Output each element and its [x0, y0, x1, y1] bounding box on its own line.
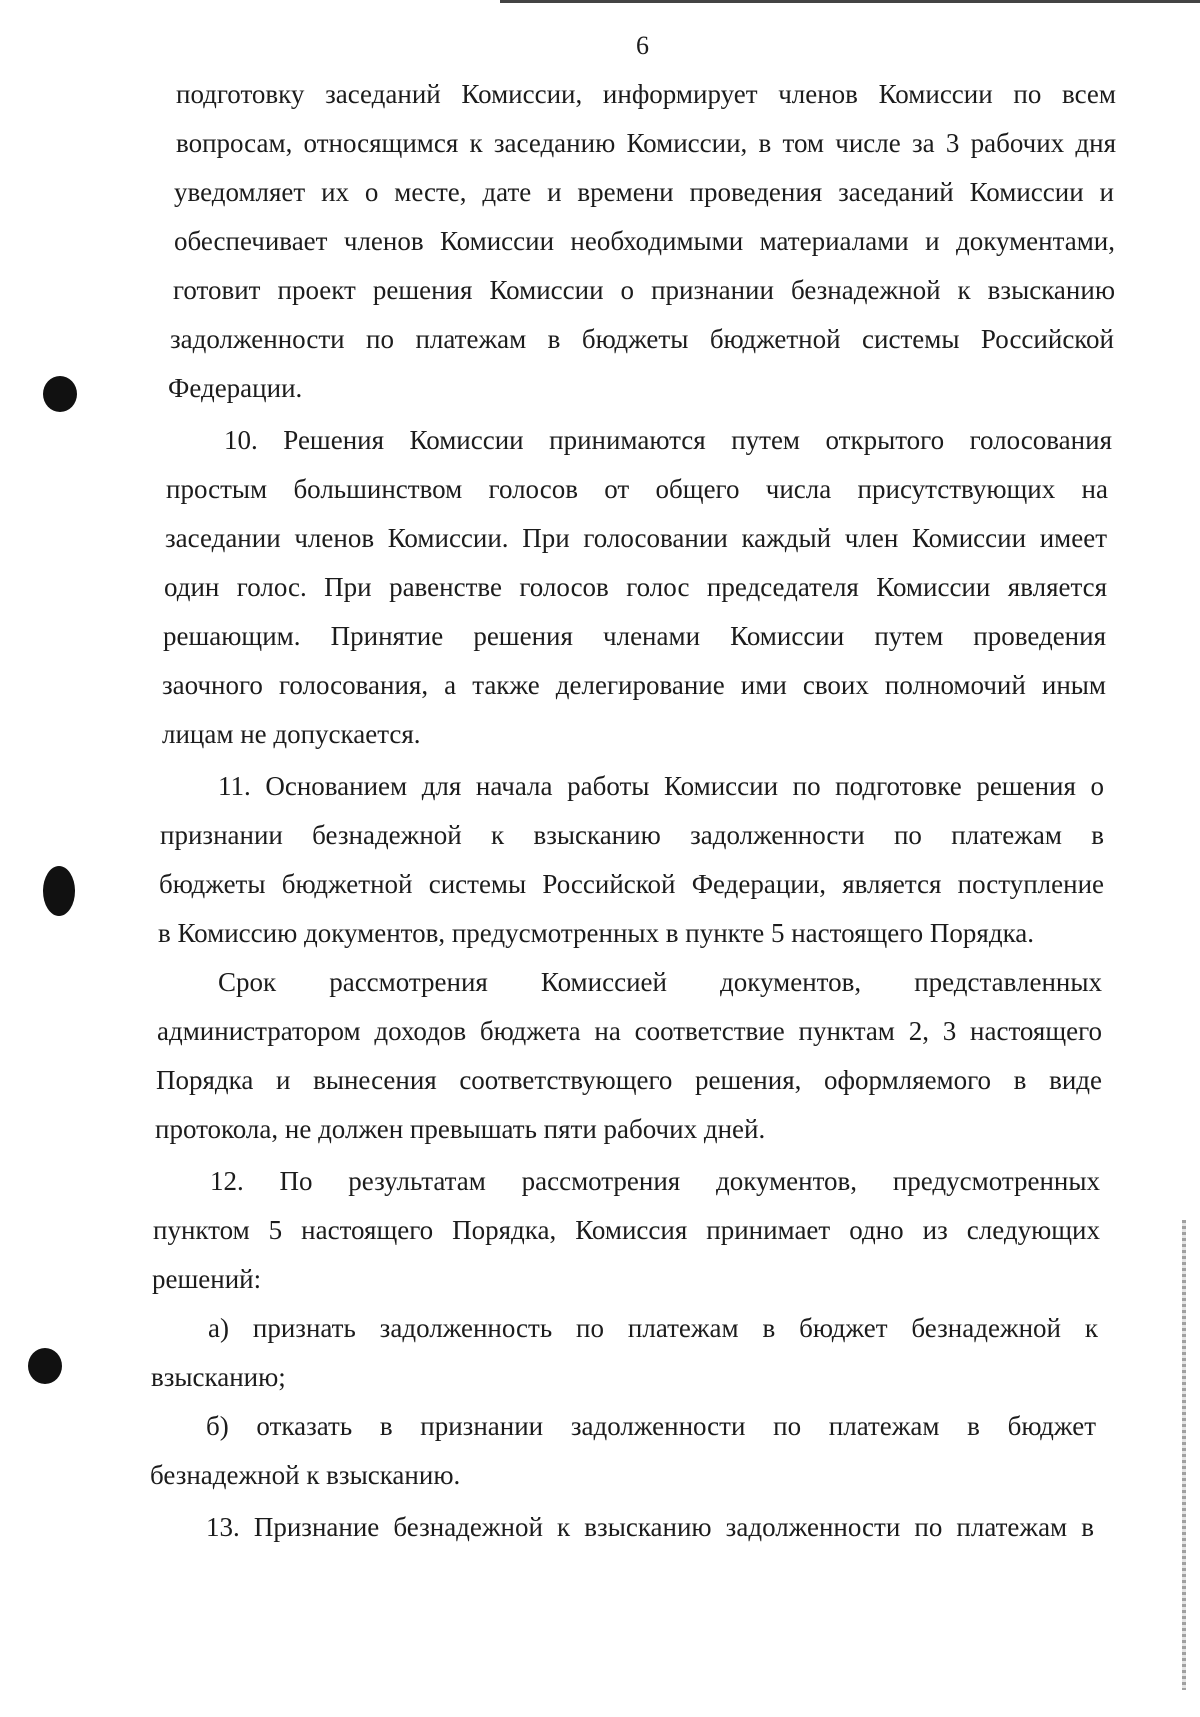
text-line: вопросам, относящимся к заседанию Комиссии, в том числе за 3 рабочих дня — [176, 128, 1116, 158]
option-b-first-line: б) отказать в признании задолженности по платежам в бюджет — [206, 1411, 1096, 1441]
paragraph-13-first-line: 13. Признание безнадежной к взысканию задолженности по платежам в — [206, 1512, 1094, 1542]
scan-right-edge — [1182, 1220, 1186, 1690]
text-line: заочного голосования, а также делегирование ими своих полномочий иным — [162, 670, 1106, 700]
scan-top-edge — [500, 0, 1200, 3]
text-line: готовит проект решения Комиссии о признании безнадежной к взысканию — [173, 275, 1115, 305]
text-line: заседании членов Комиссии. При голосовании каждый член Комиссии имеет — [165, 523, 1107, 553]
text-line: задолженности по платежам в бюджеты бюджетной системы Российской — [170, 324, 1114, 354]
text-line: бюджеты бюджетной системы Российской Федерации, является поступление — [159, 869, 1104, 899]
option-a-first-line: а) признать задолженность по платежам в бюджет безнадежной к — [208, 1313, 1098, 1343]
text-line: решающим. Принятие решения членами Комиссии путем проведения — [163, 621, 1106, 651]
text-line: подготовку заседаний Комиссии, информирует членов Комиссии по всем — [176, 79, 1116, 109]
text-line: в Комиссию документов, предусмотренных в пункте 5 настоящего Порядка. — [158, 918, 1035, 948]
text-line: лицам не допускается. — [162, 719, 421, 749]
punch-hole-2 — [43, 866, 75, 916]
text-line: пунктом 5 настоящего Порядка, Комиссия принимает одно из следующих — [153, 1215, 1100, 1245]
text-line: Порядка и вынесения соответствующего решения, оформляемого в виде — [156, 1065, 1102, 1095]
text-line: безнадежной к взысканию. — [150, 1460, 461, 1490]
paragraph-12-first-line: 12. По результатам рассмотрения документов, предусмотренных — [210, 1166, 1100, 1196]
text-line: признании безнадежной к взысканию задолженности по платежам в — [160, 820, 1104, 850]
text-line: уведомляет их о месте, дате и времени проведения заседаний Комиссии и — [174, 177, 1114, 207]
punch-hole-1 — [43, 376, 77, 412]
paragraph-10-first-line: 10. Решения Комиссии принимаются путем открытого голосования — [224, 425, 1112, 455]
text-line: Федерации. — [168, 373, 303, 403]
text-line: администратором доходов бюджета на соответствие пунктам 2, 3 настоящего — [157, 1016, 1102, 1046]
text-line: один голос. При равенстве голосов голос председателя Комиссии является — [164, 572, 1107, 602]
text-line: решений: — [152, 1264, 262, 1294]
paragraph-term-first-line: Срок рассмотрения Комиссией документов, представленных — [218, 967, 1102, 997]
text-line: обеспечивает членов Комиссии необходимыми материалами и документами, — [174, 226, 1115, 256]
text-line: простым большинством голосов от общего числа присутствующих на — [166, 474, 1108, 504]
text-line: протокола, не должен превышать пяти рабочих дней. — [155, 1114, 766, 1144]
paragraph-11-first-line: 11. Основанием для начала работы Комиссии по подготовке решения о — [218, 771, 1104, 801]
text-line: взысканию; — [151, 1362, 286, 1392]
page-number: 6 — [636, 31, 649, 60]
punch-hole-3 — [28, 1348, 62, 1384]
